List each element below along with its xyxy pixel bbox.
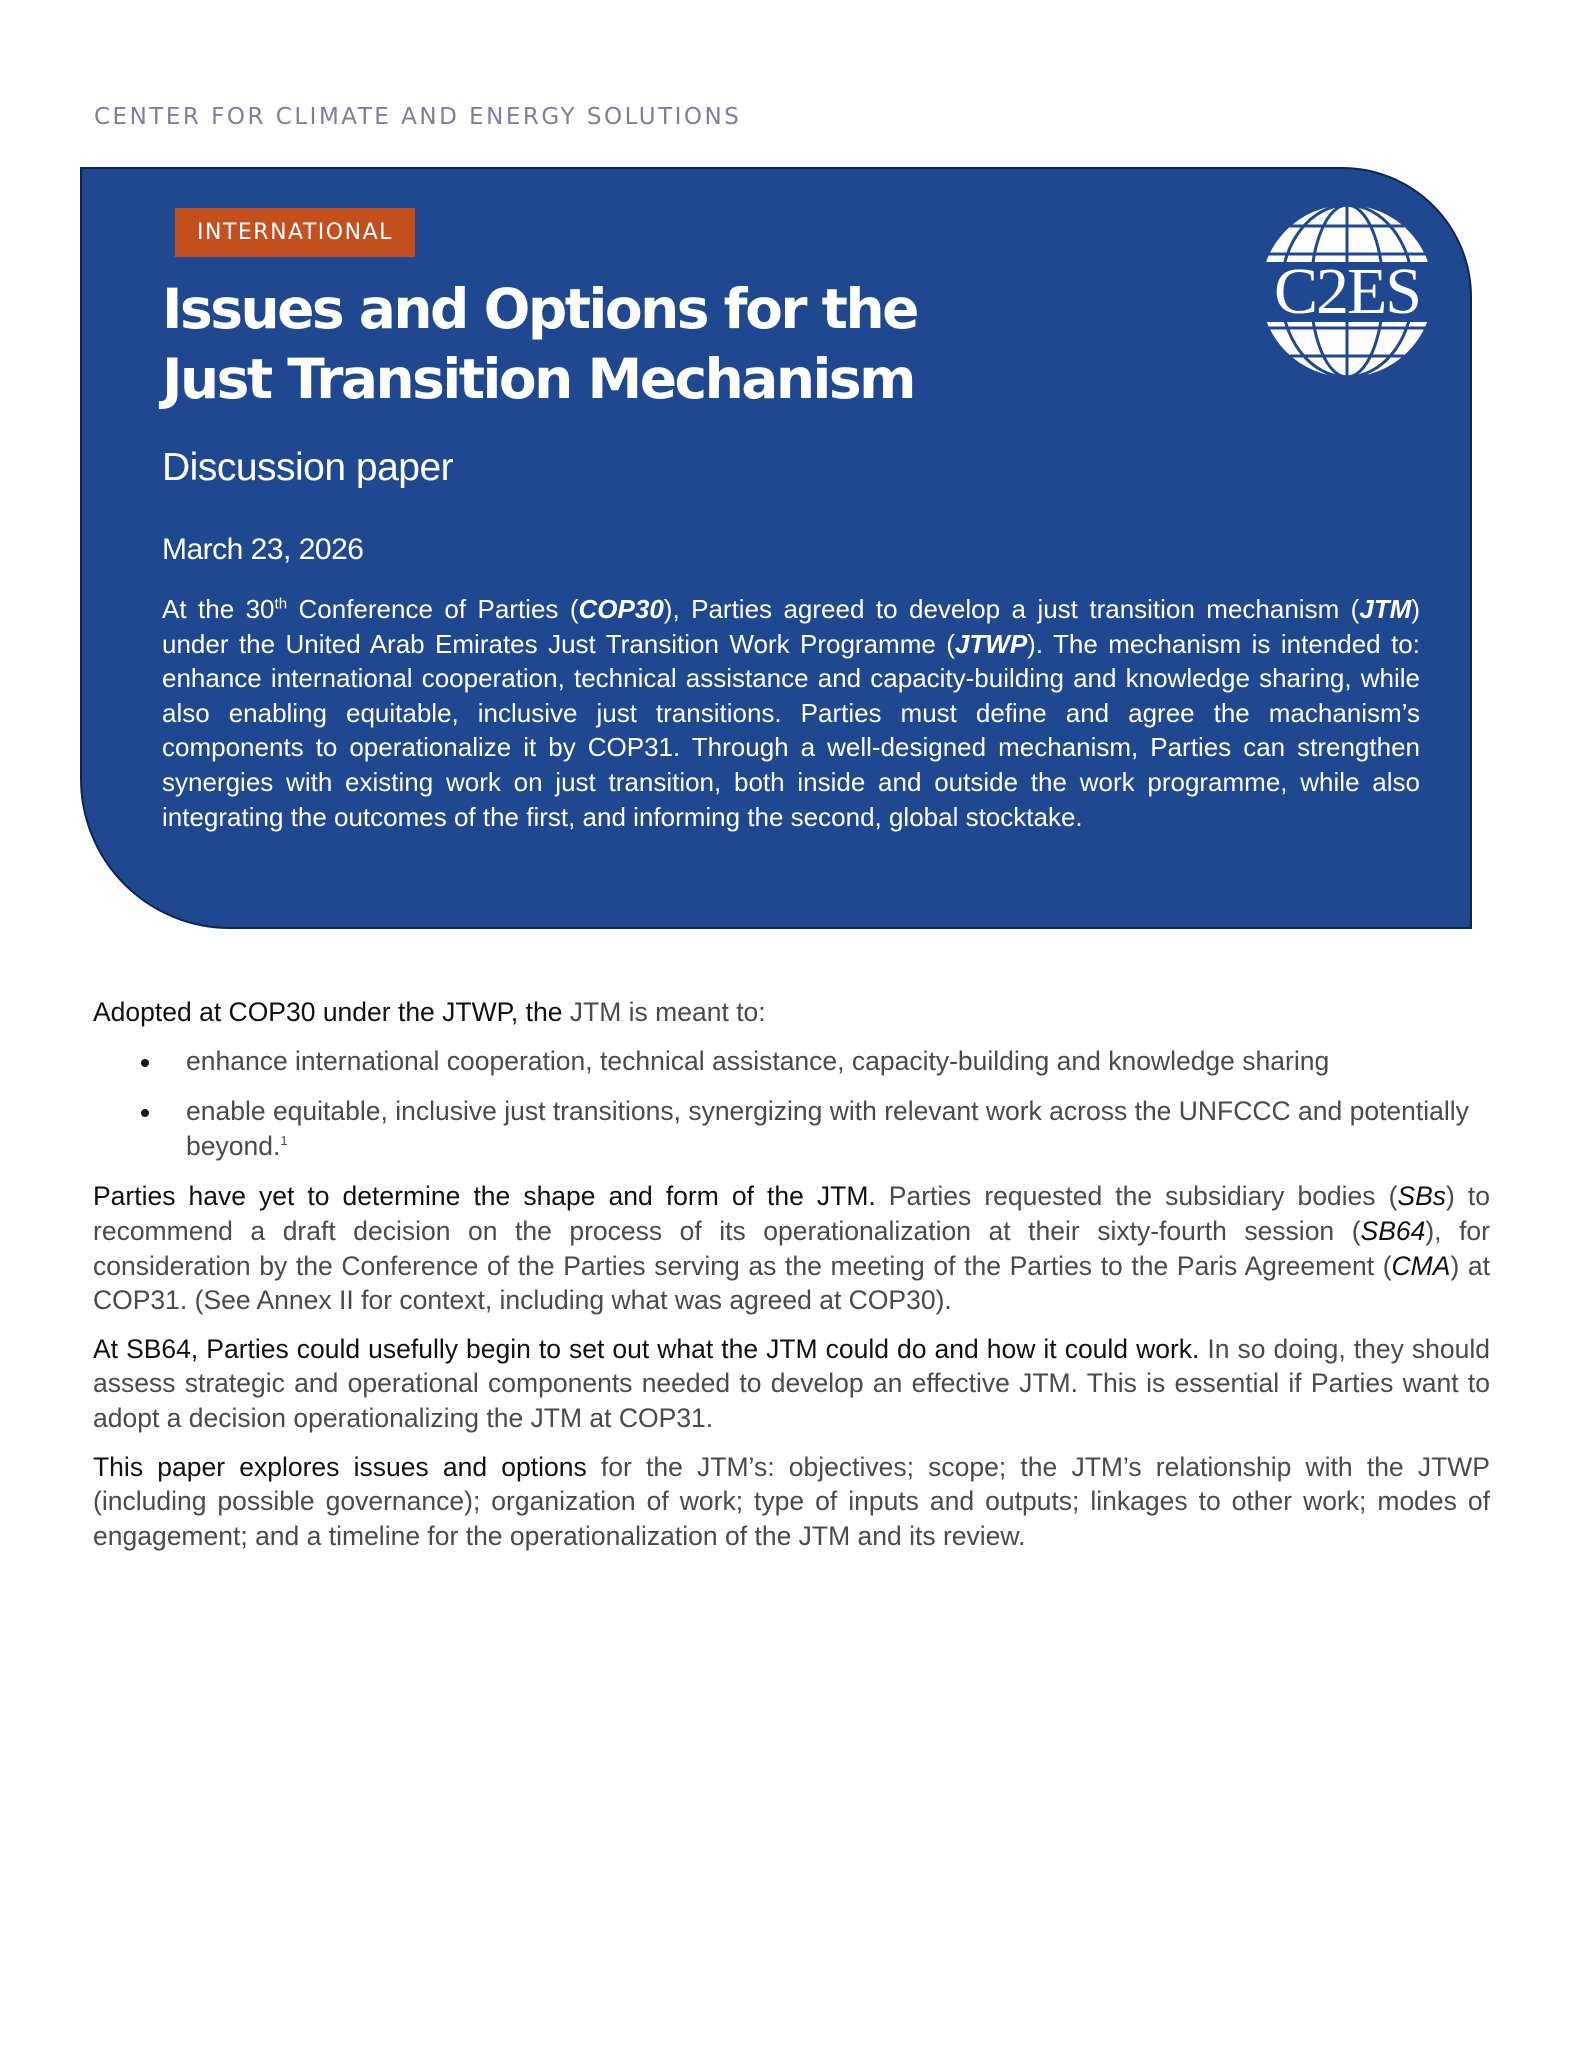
c2es-globe-logo (1254, 198, 1440, 384)
intro-paragraph: At the 30th Conference of Parties (COP30), Parties agreed to develop a just transition mechanism (JTM) under the United Arab Emirates Just Transition Work Programme (JTWP). The mechanism is intended to: enhance international cooperation, technical assistance and capacity-building and knowledge sharing, while also enabling equitable, inclusive just transitions. Parties must define and agree the machanism’s components to operationalize it by COP31. Through a well-designed mechanism, Parties can strengthen synergies with existing work on just transition, both inside and outside the work programme, while also integrating the outcomes of the first, and informing the second, global stocktake. (162, 594, 1421, 832)
subtitle: Discussion paper (162, 446, 454, 489)
paragraph-shape-form: Parties have yet to determine the shape and form of the JTM. Parties requested the subsidiary bodies (SBs) to recommend a draft decision on the process of its operationalization at their sixty-fourth session (SB64), for consideration by the Conference of the Parties serving as the meeting of the Parties to the Paris Agreement (CMA) at COP31. (See Annex II for context, including what was agreed at COP30). (93, 1181, 1490, 1316)
body-content (93, 995, 1490, 1567)
page-title: Issues and Options for the Just Transition Mechanism (162, 277, 917, 411)
logo-text: C2ES (1273, 255, 1421, 328)
publication-date: March 23, 2026 (162, 533, 364, 566)
bullet-list (93, 1044, 1490, 1164)
paragraph-sb64: At SB64, Parties could usefully begin to set out what the JTM could do and how it could work. In so doing, they should assess strategic and operational components needed to develop an effective JTM. This is essential if Parties want to adopt a decision operationalizing the JTM at COP31. (93, 1333, 1490, 1433)
lead-sentence: Adopted at COP30 under the JTWP, the JTM is meant to: (93, 997, 766, 1027)
org-name-header: CENTER FOR CLIMATE AND ENERGY SOLUTIONS (94, 104, 742, 130)
footnote-marker[interactable]: 1 (280, 1132, 288, 1148)
hero-banner (80, 167, 1472, 929)
paragraph-paper-scope: This paper explores issues and options for the JTM’s: objectives; scope; the JTM’s relationship with the JTWP (including possible governance); organization of work; type of inputs and outputs; linkages to other work; modes of engagement; and a timeline for the operationalization of the JTM and its review. (93, 1451, 1490, 1551)
list-item: enhance international cooperation, technical assistance, capacity-building and knowledge sharing (93, 1044, 1490, 1079)
list-item: enable equitable, inclusive just transitions, synergizing with relevant work across the UNFCCC and potentially beyond.$^1$ (93, 1094, 1490, 1163)
bullet-dot-icon (141, 1059, 149, 1067)
bullet-dot-icon (141, 1109, 149, 1117)
category-tag: INTERNATIONAL (175, 208, 415, 257)
